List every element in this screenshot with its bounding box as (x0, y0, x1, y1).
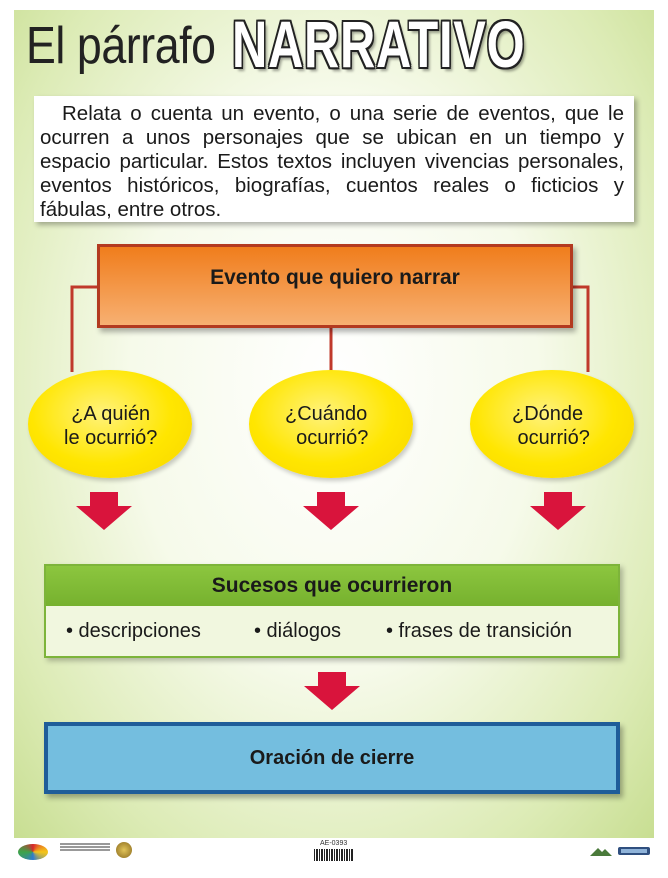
event-box (97, 244, 573, 328)
events-header (46, 566, 618, 606)
barcode-icon (314, 849, 354, 861)
brand-logo-icon (618, 844, 650, 858)
connector-right (573, 287, 588, 372)
seal-icon (116, 842, 132, 858)
footer (0, 838, 668, 878)
question-who (28, 370, 192, 478)
events-box (44, 564, 620, 658)
fine-print (60, 843, 110, 853)
question-where (470, 370, 634, 478)
arrow-down-icon (303, 492, 359, 530)
publisher-logo (18, 844, 48, 860)
event-label: Evento que quiero narrar (210, 266, 460, 289)
question-when (249, 370, 413, 478)
arrow-down-icon (304, 672, 360, 710)
arrow-down-icon (530, 492, 586, 530)
bullet-transitions: • frases de transición (386, 620, 572, 642)
question-where-text: ¿Dónde ocurrió? (512, 403, 590, 449)
closing-label: Oración de cierre (249, 746, 415, 769)
mountain-logo-icon (590, 846, 612, 856)
intro-text: Relata o cuenta un evento, o una serie de eventos, que le ocurren a unos personajes que se ubican en un tiempo y espacio particular. Estos textos incluyen vivencias personales, eventos históricos, biografías, cuentos reales o ficticios y fábulas, entre otros. (40, 102, 624, 221)
product-code: AE-0393 (320, 840, 348, 847)
events-header-text: Sucesos que ocurrieron (211, 574, 453, 597)
bullet-descriptions: • descripciones (66, 620, 201, 642)
bullet-dialogues: • diálogos (254, 620, 342, 642)
question-who-text: ¿A quién le ocurrió? (64, 403, 158, 449)
question-when-text: ¿Cuándo ocurrió? (285, 403, 369, 449)
title-bold: NARRATIVO (232, 7, 526, 81)
title-plain: El párrafo (26, 17, 216, 75)
connector-left (72, 287, 97, 372)
events-bullets (46, 606, 618, 656)
arrow-down-icon (76, 492, 132, 530)
closing-box (44, 722, 620, 794)
